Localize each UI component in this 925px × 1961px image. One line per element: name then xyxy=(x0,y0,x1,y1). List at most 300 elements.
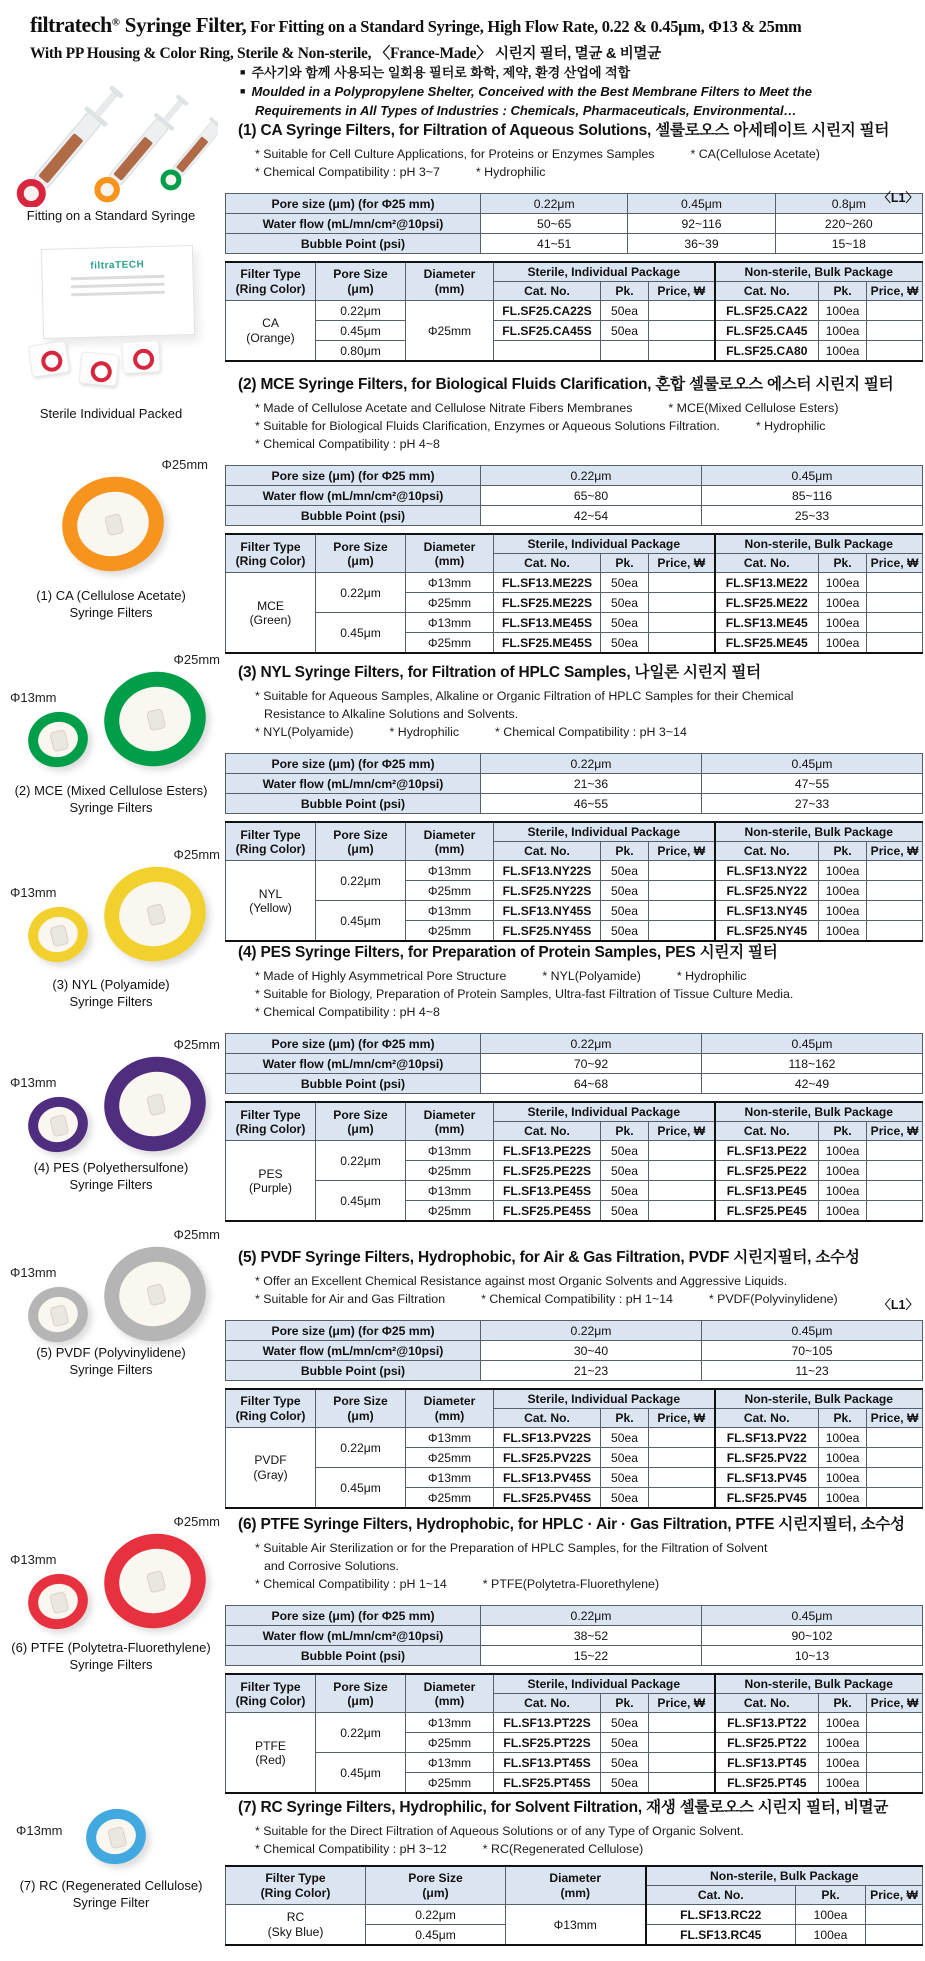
spec-value-cell: 0.22μm xyxy=(481,1606,702,1626)
pk-cell: 100ea xyxy=(819,573,867,593)
diameter-label: Φ25mm xyxy=(173,1514,220,1529)
note-item: * CA(Cellulose Acetate) xyxy=(690,147,820,161)
spec-label-cell: Bubble Point (psi) xyxy=(226,1361,481,1381)
diameter-label: Φ13mm xyxy=(10,690,57,705)
section-title-en: (1) CA Syringe Filters, for Filtration of Aqueous Solutions, xyxy=(238,122,656,139)
pk-cell: 50ea xyxy=(601,301,649,321)
section-rc xyxy=(225,1795,922,1946)
spec-label-cell: Bubble Point (psi) xyxy=(226,1074,481,1094)
header-line1: Diameter xyxy=(423,267,476,282)
spec-value-cell: 10~13 xyxy=(702,1646,923,1666)
pk-cell: 100ea xyxy=(819,1201,867,1222)
price-header: Price, ₩ xyxy=(649,842,715,861)
filter-type-header xyxy=(226,1674,316,1713)
nonsterile-package-header: Non-sterile, Bulk Package xyxy=(715,1674,923,1694)
header-line2: (Ring Color) xyxy=(235,553,306,568)
ring-color-name: (Purple) xyxy=(248,1180,292,1195)
spec-label-cell: Bubble Point (psi) xyxy=(226,234,481,254)
note-item: * Chemical Compatibility : pH 3~14 xyxy=(495,725,687,740)
cat-no-cell: FL.SF13.PE45 xyxy=(715,1181,819,1201)
price-cell xyxy=(866,1925,923,1946)
header-line2: (mm) xyxy=(434,1693,465,1708)
price-cell xyxy=(649,1141,715,1161)
pk-cell: 100ea xyxy=(819,1141,867,1161)
note-item: * Made of Cellulose Acetate and Cellulose Nitrate Fibers Membranes xyxy=(255,401,633,415)
bullet-square-icon: ■ xyxy=(240,85,246,96)
header-line1: Filter Type xyxy=(240,1679,301,1694)
pore-size-header xyxy=(366,1866,506,1905)
spec-value-cell: 0.45μm xyxy=(702,1321,923,1341)
pk-cell: 100ea xyxy=(819,921,867,942)
price-cell xyxy=(649,1468,715,1488)
cat-no-cell: FL.SF13.PT22 xyxy=(715,1713,819,1733)
price-cell xyxy=(867,1773,923,1794)
price-cell xyxy=(649,1201,715,1222)
price-cell xyxy=(649,1448,715,1468)
spec-value-cell: 21~36 xyxy=(481,774,702,794)
header-line1: Filter Type xyxy=(240,539,301,554)
pore-size-header xyxy=(316,262,406,301)
price-cell xyxy=(649,633,715,654)
spec-value-cell: 0.22μm xyxy=(481,1034,702,1054)
pore-size-header xyxy=(316,534,406,573)
header-line2: (μm) xyxy=(347,1693,374,1708)
cat-no-cell xyxy=(494,341,601,362)
spec-value-cell: 118~162 xyxy=(702,1054,923,1074)
pore-size-cell: 0.45μm xyxy=(316,1753,406,1794)
price-cell xyxy=(649,1181,715,1201)
pore-size-cell: 0.22μm xyxy=(316,301,406,321)
spec-table xyxy=(225,465,923,526)
header-line2: (Ring Color) xyxy=(235,1693,306,1708)
pk-header: Pk. xyxy=(819,282,867,301)
spec-value-cell: 90~102 xyxy=(702,1626,923,1646)
price-header: Price, ₩ xyxy=(867,554,923,573)
spec-value-cell: 42~54 xyxy=(481,506,702,526)
note-item: and Corrosive Solutions. xyxy=(264,1559,399,1574)
cat-no-cell: FL.SF25.CA80 xyxy=(715,341,819,362)
cat-no-cell: FL.SF13.RC45 xyxy=(646,1925,796,1946)
l1-marker: 〈L1〉 xyxy=(878,1298,918,1312)
spec-table xyxy=(225,1033,923,1094)
spec-value-cell: 38~52 xyxy=(481,1626,702,1646)
price-cell xyxy=(867,593,923,613)
spec-label-cell: Water flow (mL/mn/cm²@10psi) xyxy=(226,774,481,794)
brand-name: filtratech xyxy=(30,12,112,37)
order-table xyxy=(225,821,923,942)
filter-type-cell xyxy=(226,301,316,362)
pk-cell: 50ea xyxy=(601,1161,649,1181)
pore-size-cell: 0.45μm xyxy=(316,1181,406,1222)
subtitle-kr: 시린지 필터, 멸균 & 비멸균 xyxy=(494,46,661,62)
cat-no-cell: FL.SF13.ME45S xyxy=(494,613,601,633)
ring-color-name: (Orange) xyxy=(246,330,295,345)
pk-cell: 50ea xyxy=(601,1773,649,1794)
price-cell xyxy=(867,573,923,593)
section-title xyxy=(238,118,922,140)
diameter-cell: Φ25mm xyxy=(406,1448,494,1468)
filter-type-name: NYL xyxy=(258,886,283,901)
pk-cell: 50ea xyxy=(601,1488,649,1509)
spec-value-cell: 0.45μm xyxy=(702,1034,923,1054)
price-cell xyxy=(649,1733,715,1753)
price-cell xyxy=(649,321,715,341)
order-table xyxy=(225,533,923,654)
header-line1: Diameter xyxy=(549,1871,602,1886)
order-table xyxy=(225,1388,923,1509)
spec-label-cell: Water flow (mL/mn/cm²@10psi) xyxy=(226,486,481,506)
pore-size-cell: 0.22μm xyxy=(366,1905,506,1925)
figure-caption: Syringe Filters xyxy=(69,800,153,816)
section-title-kr: 혼합 셀룰로오스 에스터 시린지 필터 xyxy=(655,376,894,393)
pk-cell: 50ea xyxy=(601,1753,649,1773)
figure-caption: Syringe Filters xyxy=(69,1657,153,1673)
note-item: * PTFE(Polytetra-Fluorethylene) xyxy=(482,1577,660,1592)
cat-no-cell: FL.SF25.PT22 xyxy=(715,1733,819,1753)
spec-value-cell: 47~55 xyxy=(702,774,923,794)
filter-type-header xyxy=(226,1389,316,1428)
note-item: * Chemical Compatibility : pH 4~8 xyxy=(255,1005,440,1020)
section-ptfe xyxy=(225,1512,922,1794)
price-cell xyxy=(867,1161,923,1181)
header-line2: (mm) xyxy=(434,841,465,856)
cat-no-cell: FL.SF13.PE45S xyxy=(494,1181,601,1201)
diameter-cell: Φ13mm xyxy=(406,1141,494,1161)
ring-color-name: (Sky Blue) xyxy=(267,1924,324,1939)
note-line xyxy=(255,417,922,435)
note-line xyxy=(255,687,922,705)
cat-no-cell: FL.SF25.CA22 xyxy=(715,301,819,321)
spec-value-cell: 70~105 xyxy=(702,1341,923,1361)
cat-no-cell: FL.SF25.PT45 xyxy=(715,1773,819,1794)
spec-value-cell: 21~23 xyxy=(481,1361,702,1381)
diameter-header xyxy=(406,1102,494,1141)
pore-size-header xyxy=(316,1389,406,1428)
figure-caption: (3) NYL (Polyamide) xyxy=(52,977,170,992)
spec-value-cell: 41~51 xyxy=(481,234,628,254)
spec-label-cell: Pore size (μm) (for Φ25 mm) xyxy=(226,1321,481,1341)
pk-header: Pk. xyxy=(819,1409,867,1428)
note-item: * Suitable for Cell Culture Applications, for Proteins or Enzymes Samples xyxy=(255,147,655,161)
spec-value-cell: 0.8μm xyxy=(775,194,922,214)
header-line1: Filter Type xyxy=(265,1871,326,1886)
note-item: * Chemical Compatibility : pH 1~14 xyxy=(481,1292,673,1307)
price-cell xyxy=(649,1713,715,1733)
diameter-header xyxy=(506,1866,646,1905)
header-line1: Diameter xyxy=(423,539,476,554)
cat-no-cell: FL.SF13.NY45 xyxy=(715,901,819,921)
note-item: * Hydrophilic xyxy=(389,725,460,740)
section-title-kr: 시린지필터, 소수성 xyxy=(778,1516,905,1533)
figure-caption: Syringe Filters xyxy=(69,605,153,621)
diameter-cell: Φ25mm xyxy=(406,1488,494,1509)
note-line xyxy=(255,435,922,453)
price-cell xyxy=(867,861,923,881)
pore-size-cell: 0.22μm xyxy=(316,861,406,901)
price-cell xyxy=(867,1488,923,1509)
filter-type-cell xyxy=(226,1141,316,1222)
pk-cell: 100ea xyxy=(819,881,867,901)
price-cell xyxy=(867,1201,923,1222)
note-line xyxy=(255,1290,922,1308)
spec-value-cell: 70~92 xyxy=(481,1054,702,1074)
cat-no-cell: FL.SF25.ME22 xyxy=(715,593,819,613)
spec-value-cell: 46~55 xyxy=(481,794,702,814)
pore-size-cell: 0.45μm xyxy=(316,1468,406,1509)
diameter-cell: Φ13mm xyxy=(406,573,494,593)
spec-value-cell: 0.22μm xyxy=(481,194,628,214)
price-cell xyxy=(867,1753,923,1773)
section-title xyxy=(238,940,922,962)
diameter-cell: Φ13mm xyxy=(506,1905,646,1946)
filter-type-cell xyxy=(226,1713,316,1794)
cat-no-cell: FL.SF25.PV22S xyxy=(494,1448,601,1468)
cat-no-header: Cat. No. xyxy=(494,842,601,861)
pk-cell: 100ea xyxy=(819,1161,867,1181)
price-cell xyxy=(649,1428,715,1448)
section-notes xyxy=(255,1822,922,1858)
note-line xyxy=(255,967,922,985)
header-line1: Filter Type xyxy=(240,267,301,282)
cat-no-header: Cat. No. xyxy=(494,1694,601,1713)
note-item: * Offer an Excellent Chemical Resistance against most Organic Solvents and Aggressive Liquids. xyxy=(255,1274,788,1288)
header-line2: (Ring Color) xyxy=(260,1885,331,1900)
header-line1: Pore Size xyxy=(333,1107,388,1122)
section-notes xyxy=(255,1272,922,1308)
header-line2: (mm) xyxy=(434,281,465,296)
section-title-kr: 재생 셀룰로오스 시린지 필터, 비멸균 xyxy=(646,1799,889,1816)
spec-value-cell: 15~22 xyxy=(481,1646,702,1666)
section-title-en: (2) MCE Syringe Filters, for Biological Fluids Clarification, xyxy=(238,376,656,393)
cat-no-cell: FL.SF13.ME22S xyxy=(494,573,601,593)
pore-size-header xyxy=(316,1674,406,1713)
header-line1: Pore Size xyxy=(333,539,388,554)
price-cell xyxy=(867,921,923,942)
diameter-cell: Φ25mm xyxy=(406,301,494,362)
price-cell xyxy=(649,901,715,921)
cat-no-cell: FL.SF25.ME22S xyxy=(494,593,601,613)
section-title xyxy=(238,372,922,394)
pk-header: Pk. xyxy=(601,1122,649,1141)
note-item: * Hydrophilic xyxy=(676,969,747,983)
diameter-label: Φ13mm xyxy=(10,885,57,900)
section-title-en: (4) PES Syringe Filters, for Preparation of Protein Samples, PES xyxy=(238,944,700,961)
diameter-header xyxy=(406,822,494,861)
cat-no-header: Cat. No. xyxy=(715,1409,819,1428)
pk-cell: 100ea xyxy=(819,1733,867,1753)
ring-color-name: (Gray) xyxy=(253,1467,288,1482)
diameter-cell: Φ25mm xyxy=(406,633,494,654)
cat-no-cell: FL.SF25.NY22 xyxy=(715,881,819,901)
note-item: * Chemical Compatibility : pH 3~7 xyxy=(255,165,440,180)
section-title xyxy=(238,660,922,682)
figure-caption: Syringe Filters xyxy=(69,994,153,1010)
section-pvdf xyxy=(225,1245,922,1509)
pk-cell: 100ea xyxy=(819,633,867,654)
ring-color-name: (Red) xyxy=(255,1752,286,1767)
nonsterile-package-header: Non-sterile, Bulk Package xyxy=(715,262,923,282)
price-header: Price, ₩ xyxy=(649,282,715,301)
diameter-header xyxy=(406,262,494,301)
diameter-cell: Φ13mm xyxy=(406,861,494,881)
header-line2: (mm) xyxy=(560,1885,591,1900)
header-line2: (μm) xyxy=(347,1121,374,1136)
order-table xyxy=(225,1673,923,1794)
filter-type-name: MCE xyxy=(257,598,284,613)
figure-caption: (1) CA (Cellulose Acetate) xyxy=(36,588,186,603)
pk-cell: 50ea xyxy=(601,1201,649,1222)
spec-label-cell: Bubble Point (psi) xyxy=(226,506,481,526)
header-line1: Pore Size xyxy=(333,1394,388,1409)
pk-cell: 100ea xyxy=(819,861,867,881)
note-item: * Suitable Air Sterilization or for the Preparation of HPLC Samples, for the Filtration of Solvent xyxy=(255,1541,768,1555)
pore-size-cell: 0.45μm xyxy=(316,901,406,942)
filter-type-name: PTFE xyxy=(255,1738,286,1753)
ring-color-name: (Yellow) xyxy=(249,900,292,915)
spec-value-cell: 0.22μm xyxy=(481,754,702,774)
spec-value-cell: 92~116 xyxy=(628,214,775,234)
pk-cell: 50ea xyxy=(601,921,649,942)
cat-no-cell: FL.SF13.PT45S xyxy=(494,1753,601,1773)
spec-value-cell: 0.22μm xyxy=(481,1321,702,1341)
diameter-cell: Φ13mm xyxy=(406,901,494,921)
figure-caption: (2) MCE (Mixed Cellulose Esters) xyxy=(14,783,208,798)
sterile-package-header: Sterile, Individual Package xyxy=(494,822,715,842)
note-item: * MCE(Mixed Cellulose Esters) xyxy=(668,401,839,415)
diameter-cell: Φ13mm xyxy=(406,613,494,633)
pk-cell: 100ea xyxy=(819,1488,867,1509)
header-line1: Pore Size xyxy=(333,1679,388,1694)
section-title xyxy=(238,1795,922,1817)
price-header: Price, ₩ xyxy=(866,1886,923,1905)
note-line xyxy=(255,1003,922,1021)
diameter-cell: Φ25mm xyxy=(406,921,494,942)
section-title-en: (3) NYL Syringe Filters, for Filtration of HPLC Samples, xyxy=(238,664,635,681)
filter-type-name: PVDF xyxy=(254,1453,287,1468)
pk-cell: 50ea xyxy=(601,573,649,593)
price-header: Price, ₩ xyxy=(649,1409,715,1428)
bullet-text-en: Requirements in All Types of Industries : Chemicals, Pharmaceuticals, Environmental… xyxy=(255,102,797,118)
pk-header: Pk. xyxy=(819,842,867,861)
header-line1: Pore Size xyxy=(408,1871,463,1886)
price-cell xyxy=(649,881,715,901)
price-cell xyxy=(867,881,923,901)
diameter-header xyxy=(406,1389,494,1428)
order-table xyxy=(225,261,923,362)
header-line2: (mm) xyxy=(434,1408,465,1423)
pk-cell: 100ea xyxy=(819,1181,867,1201)
pk-cell: 100ea xyxy=(819,1468,867,1488)
pk-cell: 100ea xyxy=(819,613,867,633)
diameter-label: Φ25mm xyxy=(173,1037,220,1052)
note-line xyxy=(255,1557,922,1575)
price-cell xyxy=(649,1753,715,1773)
pk-header: Pk. xyxy=(601,282,649,301)
spec-value-cell: 64~68 xyxy=(481,1074,702,1094)
header-line2: (μm) xyxy=(347,281,374,296)
nonsterile-package-header: Non-sterile, Bulk Package xyxy=(715,1102,923,1122)
cat-no-cell: FL.SF25.ME45 xyxy=(715,633,819,654)
header-line2: (Ring Color) xyxy=(235,281,306,296)
cat-no-cell: FL.SF25.PT45S xyxy=(494,1773,601,1794)
pk-cell: 100ea xyxy=(819,301,867,321)
cat-no-cell: FL.SF13.PV45S xyxy=(494,1468,601,1488)
figure-caption: (6) PTFE (Polytetra-Fluorethylene) xyxy=(11,1640,211,1655)
pk-header: Pk. xyxy=(601,1409,649,1428)
figure-caption: (7) RC (Regenerated Cellulose) xyxy=(19,1878,203,1893)
price-cell xyxy=(867,301,923,321)
cat-no-cell: FL.SF25.ME45S xyxy=(494,633,601,654)
spec-label-cell: Pore size (μm) (for Φ25 mm) xyxy=(226,754,481,774)
cat-no-cell: FL.SF25.PE22S xyxy=(494,1161,601,1181)
header-line2: (μm) xyxy=(347,553,374,568)
cat-no-cell: FL.SF13.PT22S xyxy=(494,1713,601,1733)
pk-cell: 50ea xyxy=(601,1141,649,1161)
spec-value-cell: 30~40 xyxy=(481,1341,702,1361)
note-item: * Chemical Compatibility : pH 3~12 xyxy=(255,1842,447,1857)
diameter-cell: Φ13mm xyxy=(406,1713,494,1733)
spec-label-cell: Water flow (mL/mn/cm²@10psi) xyxy=(226,1054,481,1074)
page-title: Syringe Filter, xyxy=(119,13,247,37)
spec-value-cell: 0.22μm xyxy=(481,466,702,486)
price-cell xyxy=(649,593,715,613)
spec-label-cell: Water flow (mL/mn/cm²@10psi) xyxy=(226,1341,481,1361)
note-line xyxy=(255,1539,922,1557)
pk-cell: 100ea xyxy=(819,1448,867,1468)
spec-value-cell: 36~39 xyxy=(628,234,775,254)
bullet-text-en: Moulded in a Polypropylene Shelter, Conceived with the Best Membrane Filters to Meet the xyxy=(251,83,812,99)
pk-cell: 50ea xyxy=(601,861,649,881)
pk-cell: 50ea xyxy=(601,1448,649,1468)
spec-value-cell: 0.45μm xyxy=(702,1606,923,1626)
cat-no-cell: FL.SF13.PE22 xyxy=(715,1141,819,1161)
header-line1: Filter Type xyxy=(240,1107,301,1122)
cat-no-cell: FL.SF25.PE45S xyxy=(494,1201,601,1222)
pk-header: Pk. xyxy=(796,1886,866,1905)
price-cell xyxy=(867,341,923,362)
note-item: * Chemical Compatibility : pH 4~8 xyxy=(255,437,440,452)
section-notes xyxy=(255,145,922,181)
price-header: Price, ₩ xyxy=(867,1409,923,1428)
pore-size-cell: 0.22μm xyxy=(316,1428,406,1468)
pore-size-cell: 0.45μm xyxy=(366,1925,506,1946)
section-notes xyxy=(255,399,922,453)
price-cell xyxy=(867,901,923,921)
cat-no-cell: FL.SF25.PT22S xyxy=(494,1733,601,1753)
cat-no-header: Cat. No. xyxy=(715,842,819,861)
price-cell xyxy=(867,1448,923,1468)
pore-size-cell: 0.22μm xyxy=(316,573,406,613)
section-nyl xyxy=(225,660,922,942)
sterile-package-header: Sterile, Individual Package xyxy=(494,1389,715,1409)
spec-label-cell: Pore size (μm) (for Φ25 mm) xyxy=(226,1606,481,1626)
note-line xyxy=(255,163,922,181)
cat-no-cell: FL.SF25.CA45 xyxy=(715,321,819,341)
spec-value-cell: 65~80 xyxy=(481,486,702,506)
section-title-kr: 나일론 시린지 필터 xyxy=(634,664,761,681)
section-title-kr: 시린지필터, 소수성 xyxy=(733,1249,860,1266)
spec-value-cell: 0.45μm xyxy=(702,466,923,486)
filter-type-header xyxy=(226,1866,366,1905)
price-cell xyxy=(867,321,923,341)
spec-label-cell: Pore size (μm) (for Φ25 mm) xyxy=(226,466,481,486)
header-line2: (Ring Color) xyxy=(235,1121,306,1136)
spec-label-cell: Water flow (mL/mn/cm²@10psi) xyxy=(226,1626,481,1646)
cat-no-header: Cat. No. xyxy=(494,554,601,573)
cat-no-cell: FL.SF13.PE22S xyxy=(494,1141,601,1161)
pk-cell: 50ea xyxy=(601,1733,649,1753)
section-title-en: (5) PVDF Syringe Filters, Hydrophobic, for Air & Gas Filtration, PVDF xyxy=(238,1249,734,1266)
